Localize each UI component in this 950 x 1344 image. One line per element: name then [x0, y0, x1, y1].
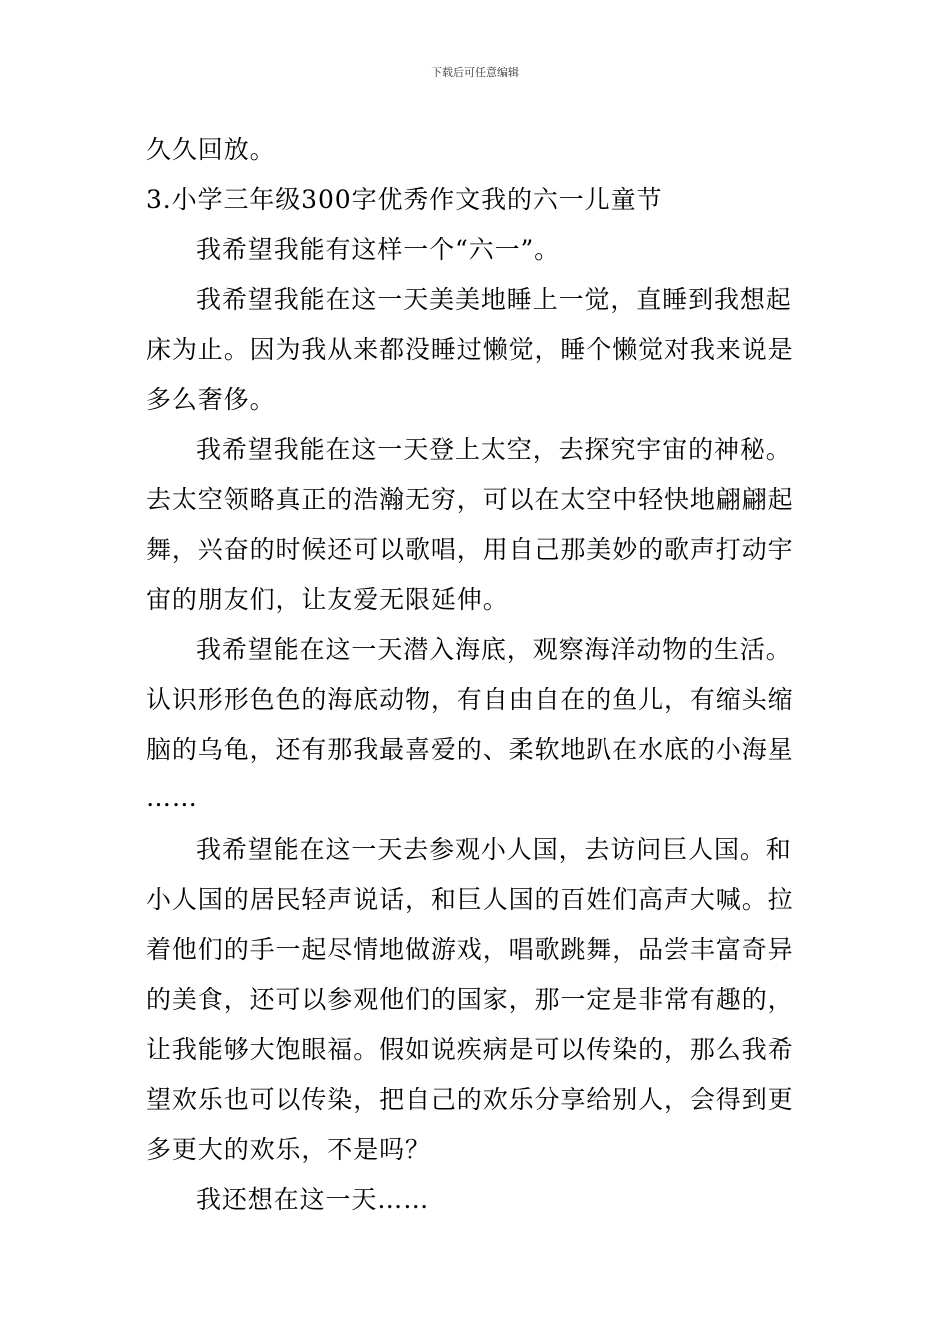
- text-line: 认识形形色色的海底动物，有自由自在的鱼儿，有缩头缩: [146, 685, 794, 714]
- text-line: 多么奢侈。: [146, 385, 276, 414]
- text-line: 让我能够大饱眼福。假如说疾病是可以传染的，那么我希: [146, 1035, 794, 1064]
- page-header: 下载后可任意编辑: [431, 66, 519, 79]
- text-line: 我希望能在这一天去参观小人国，去访问巨人国。和: [196, 835, 792, 864]
- text-line: ……: [146, 783, 198, 812]
- text-line: 去太空领略真正的浩瀚无穷，可以在太空中轻快地翩翩起: [146, 485, 794, 514]
- text-line: 我希望我能有这样一个“六一”。: [196, 235, 561, 264]
- section-heading: 3.小学三年级300字优秀作文我的六一儿童节: [146, 185, 663, 214]
- text-line: 多更大的欢乐，不是吗？: [146, 1135, 431, 1164]
- text-line: 我希望我能在这一天美美地睡上一觉，直睡到我想起: [196, 285, 792, 314]
- text-line: 的美食，还可以参观他们的国家，那一定是非常有趣的，: [146, 985, 794, 1014]
- text-line: 我希望我能在这一天登上太空，去探究宇宙的神秘。: [196, 435, 792, 464]
- text-line: 脑的乌龟，还有那我最喜爱的、柔软地趴在水底的小海星: [146, 735, 794, 764]
- text-line: 我还想在这一天……: [196, 1185, 430, 1214]
- text-line: 望欢乐也可以传染，把自己的欢乐分享给别人，会得到更: [146, 1085, 794, 1114]
- text-line: 小人国的居民轻声说话，和巨人国的百姓们高声大喊。拉: [146, 885, 794, 914]
- text-line: 宙的朋友们，让友爱无限延伸。: [146, 585, 509, 614]
- text-line: 床为止。因为我从来都没睡过懒觉，睡个懒觉对我来说是: [146, 335, 794, 364]
- text-line: 舞，兴奋的时候还可以歌唱，用自己那美妙的歌声打动宇: [146, 535, 794, 564]
- text-line: 久久回放。: [146, 135, 276, 164]
- text-line: 着他们的手一起尽情地做游戏，唱歌跳舞，品尝丰富奇异: [146, 935, 794, 964]
- text-line: 我希望能在这一天潜入海底，观察海洋动物的生活。: [196, 635, 792, 664]
